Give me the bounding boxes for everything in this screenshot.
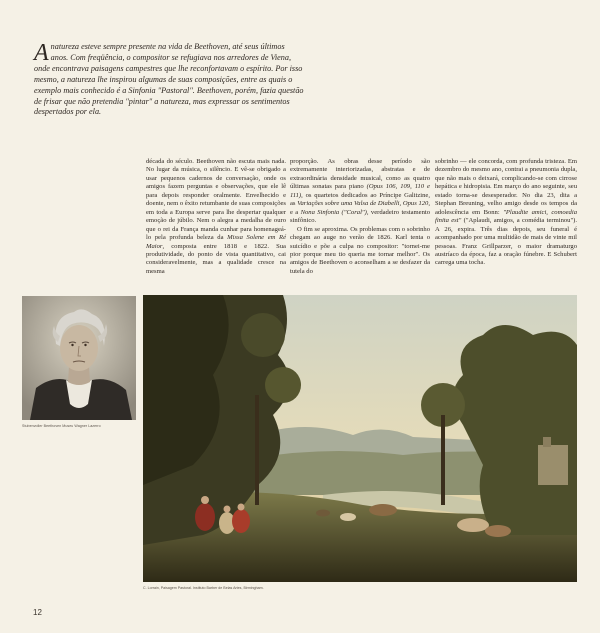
portrait-caption: Stubenvoller Beethoven Museu Wagner Lazerro — [22, 424, 101, 428]
pastoral-landscape-painting — [143, 295, 577, 582]
column2-text-a: proporção. As obras desse período são extremamente interiorizadas, abstratas e de extraordinária densidade musical, como as quatro últimas sonatas para piano — [290, 158, 430, 191]
drop-cap: A — [34, 40, 49, 66]
column1-text-b: , composta entre 1818 e 1822. Sua produtividade, do ponto de vista quantitativo, cai consideravelmente, mas a qualidade cresce na mesma — [146, 242, 286, 275]
body-column-2 — [290, 158, 430, 276]
column3-quote: "Plaudite amici, comoedia finita est" — [435, 208, 577, 225]
landscape-illustration — [143, 295, 577, 582]
column2-paragraph-1 — [290, 158, 430, 226]
column1-text-a: década do século. Beethoven não escuta mais nada. No lugar da música, o silêncio. E vê-se obrigado a usar pequenos cadernos de conversação, onde os amigos fazem perguntas e observações, que ele lê para depois responder oralmente. Envelhecido e doente, nem o êxito retumbante de suas composições em toda a Europa serve para lhe despertar qualquer emoção de júbilo. Nem o alegra a medalha de ouro que o rei da França manda cunhar para homenageá-lo pela profunda beleza da — [146, 158, 286, 242]
column2-ninth-title: Nona Sinfonia ("Coral") — [300, 208, 367, 216]
body-column-1 — [146, 158, 286, 276]
column3-paragraph — [435, 158, 577, 268]
intro-text: natureza esteve sempre presente na vida de Beethoven, até seus últimos anos. Com freqüência, o compositor se refugiava nos arredores de Viena, onde encontrava paisagens campestres que lhe reconfortavam o espírito. Por isso mesmo, a natureza lhe inspirou algumas de suas composições, entre as quais o exemplo mais conhecido é a Sinfonia "Pastoral". Beethoven, porém, fazia questão de frisar que não pretendia "pintar" a natureza, mas expressar os sentimentos despertados por ela. — [34, 42, 304, 117]
column2-diabelli-title: Variações sobre uma Valsa de Diabelli, Opus 120 — [297, 200, 429, 208]
column3-text-b: ("Aplaudi, amigos, a comédia terminou"). A 26, expira. Três dias depois, seu funeral é acompanhado por uma multidão de mais de vinte mil pessoas. Franz Grillparzer, o maior dramaturgo austríaco da época, faz a oração fúnebre. E Schubert carrega uma tocha. — [435, 217, 577, 267]
intro-paragraph — [34, 42, 304, 118]
column2-paragraph-2: O fim se aproxima. Os problemas com o sobrinho chegam ao auge no verão de 1826. Karl tenta o suicídio e põe a culpa no compositor: "tornei-me pior porque meu tio queria me tornar melhor". Os amigos de Beethoven o aconselham a se desfazer da tutela do — [290, 225, 430, 275]
body-column-3 — [435, 158, 577, 268]
portrait-illustration — [22, 296, 136, 420]
column2-opus-list: (Opus 106, 109, 110 e 111) — [290, 183, 430, 199]
column1-paragraph — [146, 158, 286, 276]
column2-text-c: , e a — [290, 200, 430, 216]
painting-caption: C. Lorrain, Paisagem Pastoral. Instituto Barber de Belas Artes, Birmingham. — [143, 586, 264, 590]
column2-text-d: , verdadeiro testamento sinfônico. — [290, 208, 431, 225]
column1-work-title: Missa Solene em Ré Maior — [146, 234, 287, 250]
beethoven-portrait-image — [22, 296, 136, 420]
column3-text-a: sobrinho — ele concorda, com profunda tristeza. Em dezembro do mesmo ano, contrai a pneumonia dupla, que não mais o deixará, complicando-se com cirrose hepática e hidropisia. Em março do ano seguinte, seu estado torna-se desesperador. No dia 23, dita a Stephan Breuning, velho amigo desde os tempos da adolescência em Bonn: — [435, 158, 577, 216]
column2-text-b: , os quartetos dedicados ao Príncipe Galitzine, as — [290, 191, 430, 208]
page-number: 12 — [33, 608, 42, 617]
